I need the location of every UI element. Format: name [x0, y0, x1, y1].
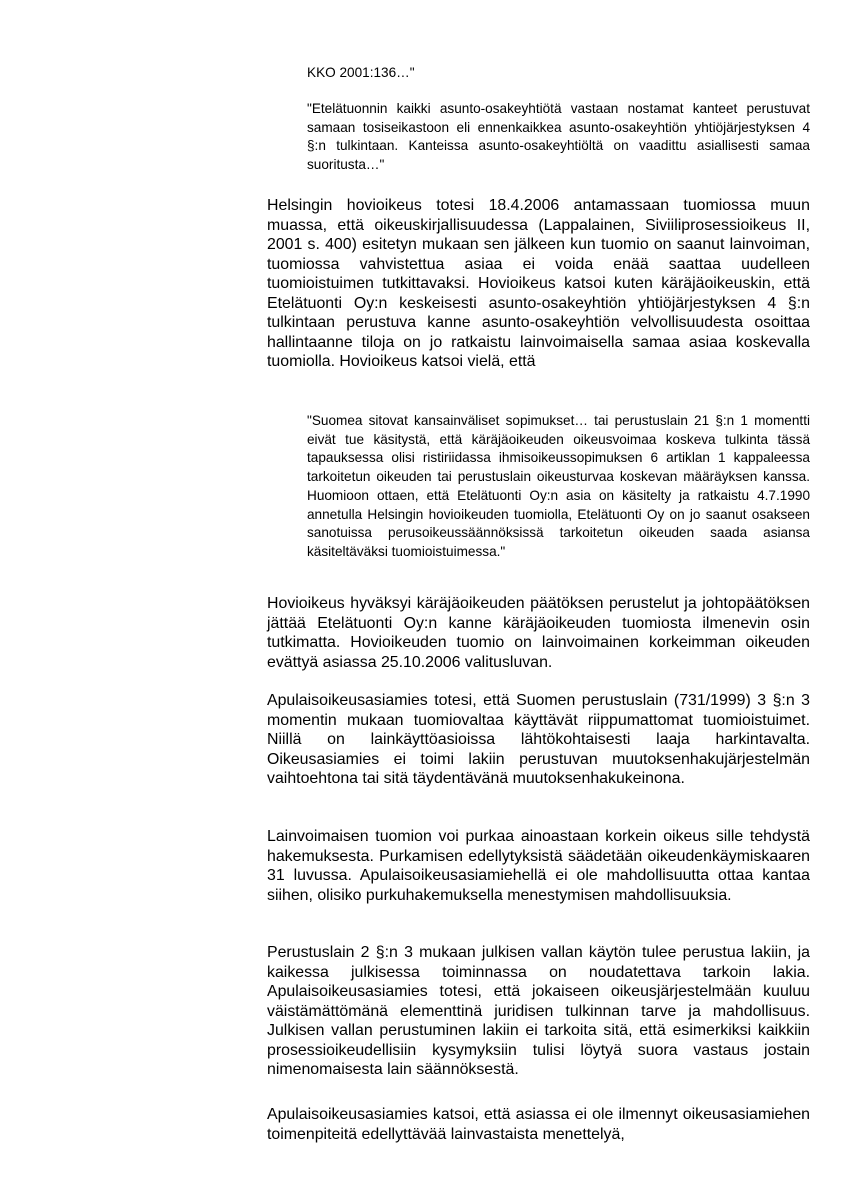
body-paragraph: Hovioikeus hyväksyi käräjäoikeuden päätöksen perustelut ja johtopäätöksen jättää Etelätuonti Oy:n kanne käräjäoikeuden tuomiosta ilmenevin osin tutkimatta. Hovioikeuden tuomio on lainvoimainen korkeimman oikeuden evättyä asiassa 25.10.2006 valitusluvan.: [267, 595, 810, 671]
body-paragraph: Perustuslain 2 §:n 3 mukaan julkisen vallan käytön tulee perustua lakiin, ja kaikessa julkisessa toiminnassa on noudatettava tarkoin lakia. Apulaisoikeusasiamies totesi, että jokaiseen oikeusjärjestelmään kuuluu väistämättömänä elementtinä juridisen tulkinnan tarve ja mahdollisuus. Julkisen vallan perustuminen lakiin ei tarkoita sitä, että esimerkiksi kaikkiin prosessioikeudellisiin kysymyksiin tulisi löytyä suora vastaus jostain nimenomaisesta lain säännöksestä.: [267, 944, 810, 1078]
body-paragraph: Apulaisoikeusasiamies totesi, että Suomen perustuslain (731/1999) 3 §:n 3 momentin mukaan tuomiovaltaa käyttävät riippumattomat tuomioistuimet. Niillä on lainkäyttöasioissa lähtökohtaisesti laaja harkintavalta. Oikeusasiamies ei toimi lakiin perustuvan muutoksenhakujärjestelmän vaihtoehtona tai sitä täydentävänä muutoksenhakukeinona.: [267, 692, 810, 787]
block-quote: "Suomea sitovat kansainväliset sopimukset… tai perustuslain 21 §:n 1 momentti eivät tue käsitystä, että käräjäoikeuden oikeusvoimaa koskeva tulkinta tässä tapauksessa olisi ristiriidassa ihmisoikeussopimuksen 6 artiklan 1 kappaleessa tarkoitetun oikeuden tai perustuslain oikeusturvaa koskevan määräyksen kanssa. Huomioon ottaen, että Etelätuonti Oy:n asia on käsitelty ja ratkaistu 4.7.1990 annetulla Helsingin hovioikeuden tuomiolla, Etelätuonti Oy on jo saanut osakseen sanotuissa perusoikeussäännöksissä tarkoitetun oikeuden saada asiansa käsiteltäväksi tuomioistuimessa.": [307, 413, 810, 559]
quote-reference: KKO 2001:136…": [307, 65, 415, 80]
body-paragraph: Apulaisoikeusasiamies katsoi, että asiassa ei ole ilmennyt oikeusasiamiehen toimenpiteitä edellyttävää lainvastaista menettelyä,: [267, 1106, 810, 1143]
block-quote: "Etelätuonnin kaikki asunto-osakeyhtiötä vastaan nostamat kanteet perustuvat samaan tosiseikastoon eli ennenkaikkea asunto-osakeyhtiön yhtiöjärjestyksen 4 §:n tulkintaan. Kanteissa asunto-osakeyhtiöltä on vaadittu asiallisesti samaa suoritusta…": [307, 101, 810, 173]
body-paragraph: Lainvoimaisen tuomion voi purkaa ainoastaan korkein oikeus sille tehdystä hakemuksesta. Purkamisen edellytyksistä säädetään oikeudenkäymiskaaren 31 luvussa. Apulaisoikeusasiamiehellä ei ole mahdollisuutta ottaa kantaa siihen, olisiko purkuhakemuksella menestymisen mahdollisuuksia.: [267, 828, 810, 904]
body-paragraph: Helsingin hovioikeus totesi 18.4.2006 antamassaan tuomiossa muun muassa, että oikeuskirjallisuudessa (Lappalainen, Siviiliprosessioikeus II, 2001 s. 400) esitetyn mukaan sen jälkeen kun tuomio on saanut lainvoiman, tuomiossa vahvistettua asiaa ei voida enää saattaa uudelleen tuomioistuimen tutkittavaksi. Hovioikeus katsoi kuten käräjäoikeuskin, että Etelätuonti Oy:n keskeisesti asunto-osakeyhtiön yhtiöjärjestyksen 4 §:n tulkintaan perustuva kanne asunto-osakeyhtiön velvollisuudesta osoittaa hallintaanne tiloja on jo ratkaistu lainvoimaisella samaa asiaa koskevalla tuomiolla. Hovioikeus katsoi vielä, että: [267, 197, 810, 370]
